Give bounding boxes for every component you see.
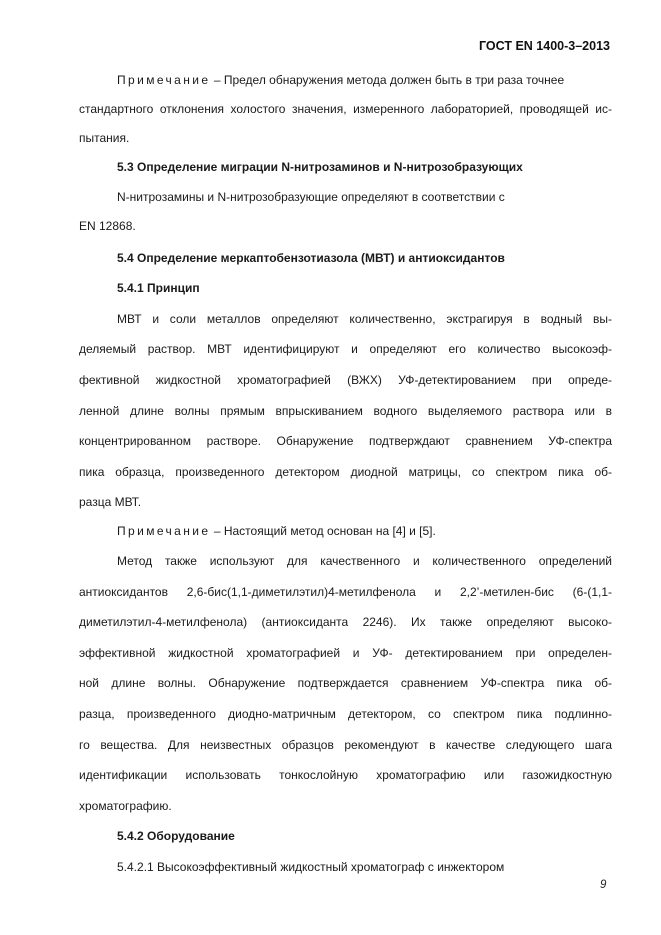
antioxidant-line-9: хроматографию. — [79, 799, 172, 813]
note-2-label: Примечание — [117, 524, 211, 538]
note-1-label: Примечание — [117, 73, 211, 87]
antioxidant-line-4: эффективной жидкостной хроматографией и УФ- детектированием при определен- — [79, 646, 612, 660]
principle-line-5: концентрированном растворе. Обнаружение подтверждают сравнением УФ-спектра — [79, 434, 612, 448]
antioxidant-line-5: ной длине волны. Обнаружение подтверждается сравнением УФ-спектра пика об- — [79, 676, 612, 690]
section-5-4-2-heading: 5.4.2 Оборудование — [117, 829, 235, 843]
document-id-header: ГОСТ EN 1400-3–2013 — [479, 39, 610, 53]
note-1-line-2: стандартного отклонения холостого значения, измеренного лабораторией, проводящей ис- — [79, 102, 612, 116]
note-1-text: Предел обнаружения метода должен быть в три раза точнее — [223, 73, 565, 87]
antioxidant-line-2: антиоксидантов 2,6-бис(1,1-диметилэтил)4-метилфенола и 2,2’-метилен-бис (6-(1,1- — [79, 585, 612, 599]
note-2-dash: – — [213, 524, 221, 538]
antioxidant-line-8: идентификации использовать тонкослойную хроматографию или газожидкостную — [79, 768, 612, 782]
antioxidant-line-6: разца, произведенного диодно-матричным детектором, со спектром пика подлинно- — [79, 707, 612, 721]
section-5-3-line-2: EN 12868. — [79, 219, 136, 233]
section-5-4-1-heading: 5.4.1 Принцип — [117, 281, 200, 295]
principle-line-4: ленной длине волны прямым впрыскиванием водного выделяемого раствора или в — [79, 404, 612, 418]
note-1-dash: – — [213, 73, 221, 87]
section-5-3-heading: 5.3 Определение миграции N-нитрозаминов и N-нитрозобразующих — [117, 160, 523, 174]
antioxidant-line-7: го вещества. Для неизвестных образцов рекомендуют в качестве следующего шага — [79, 738, 612, 752]
principle-line-3: фективной жидкостной хроматографией (ВЖХ) УФ-детектированием при опреде- — [79, 373, 612, 387]
antioxidant-line-3: диметилэтил-4-метилфенола) (антиоксиданта 2246). Их также определяют высоко- — [79, 615, 612, 629]
page-number: 9 — [600, 879, 607, 891]
note-2-line — [117, 523, 612, 539]
equipment-line-1: 5.4.2.1 Высокоэффективный жидкостный хроматограф с инжектором — [117, 860, 505, 874]
antioxidant-line-1: Метод также используют для качественного и количественного определений — [117, 554, 612, 568]
section-5-4-heading: 5.4 Определение меркаптобензотиазола (МВТ) и антиоксидантов — [117, 251, 505, 265]
principle-line-7: разца МВТ. — [79, 495, 142, 509]
principle-line-2: деляемый раствор. МВТ идентифицируют и определяют его количество высокоэф- — [79, 342, 612, 356]
section-5-3-line-1: N-нитрозамины и N-нитрозобразующие определяют в соответствии с — [117, 190, 505, 204]
principle-line-6: пика образца, произведенного детектором диодной матрицы, со спектром пика об- — [79, 465, 612, 479]
note-1-line-1 — [117, 72, 612, 88]
note-1-line-3: пытания. — [79, 131, 130, 145]
principle-line-1: МВТ и соли металлов определяют количественно, экстрагируя в водный вы- — [117, 312, 612, 326]
note-2-text: Настоящий метод основан на [4] и [5]. — [223, 524, 436, 538]
